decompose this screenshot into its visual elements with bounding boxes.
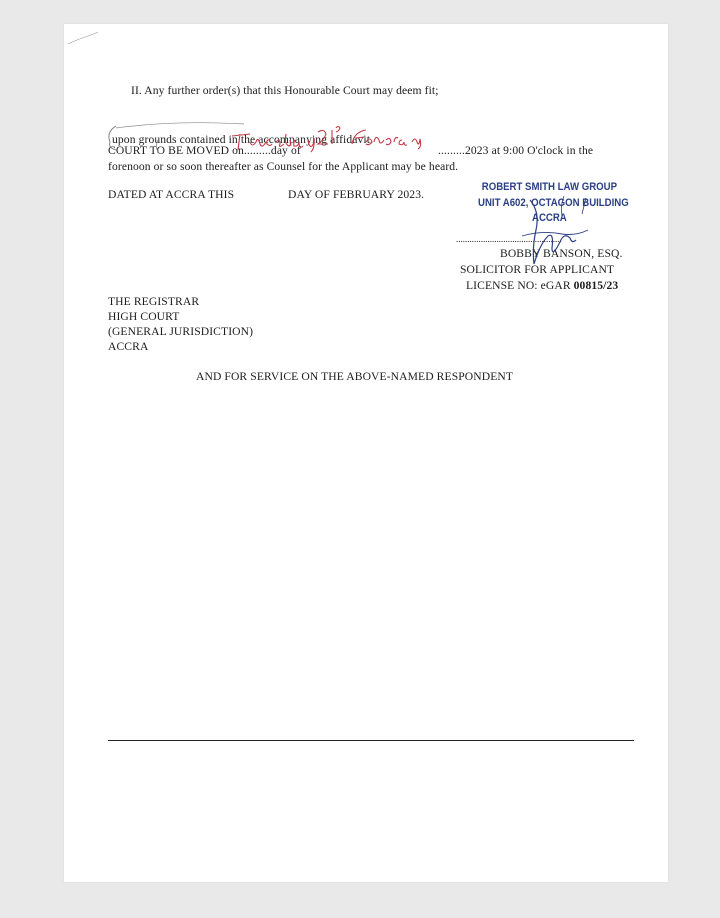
registrar-line-3: (GENERAL JURISDICTION) xyxy=(108,325,254,338)
stamp-line-city: ACCRA xyxy=(532,212,567,224)
license-number: 00815/23 xyxy=(573,279,619,292)
solicitor-name: BOBBY BANSON, ESQ. xyxy=(500,247,623,260)
order-item-ii: II. Any further order(s) that this Honourable Court may deem fit; xyxy=(131,84,439,97)
stamp-line-firm: ROBERT SMITH LAW GROUP xyxy=(481,181,617,193)
pencil-stroke-top xyxy=(116,123,244,128)
grounds-line: upon grounds contained in the accompanying affidavit. xyxy=(112,133,374,146)
court-moved-line-start: COURT TO BE MOVED on.........day of xyxy=(108,144,301,157)
pencil-scribble-top xyxy=(68,32,98,44)
court-moved-line-end: .........2023 at 9:00 O'clock in the xyxy=(438,144,594,157)
forenoon-line: forenoon or so soon thereafter as Counsel for the Applicant may be heard. xyxy=(108,160,459,173)
dated-label: DATED AT ACCRA THIS xyxy=(108,188,235,201)
bottom-rule-line xyxy=(108,740,634,741)
dated-month-label: DAY OF FEBRUARY 2023. xyxy=(288,188,425,201)
license-prefix: LICENSE NO: eGAR xyxy=(466,279,574,292)
registrar-line-2: HIGH COURT xyxy=(108,310,180,323)
signature-dotted-line: ............................................... xyxy=(456,234,562,244)
document-page xyxy=(64,24,668,882)
solicitor-role: SOLICITOR FOR APPLICANT xyxy=(460,263,615,276)
registrar-line-4: ACCRA xyxy=(108,340,149,353)
license-number-line xyxy=(466,279,618,293)
service-line: AND FOR SERVICE ON THE ABOVE-NAMED RESPONDENT xyxy=(196,370,514,383)
registrar-line-1: THE REGISTRAR xyxy=(108,295,200,308)
law-firm-stamp xyxy=(478,180,629,227)
stamp-line-unit: UNIT A602, OCTAGON BUILDING xyxy=(478,196,629,209)
